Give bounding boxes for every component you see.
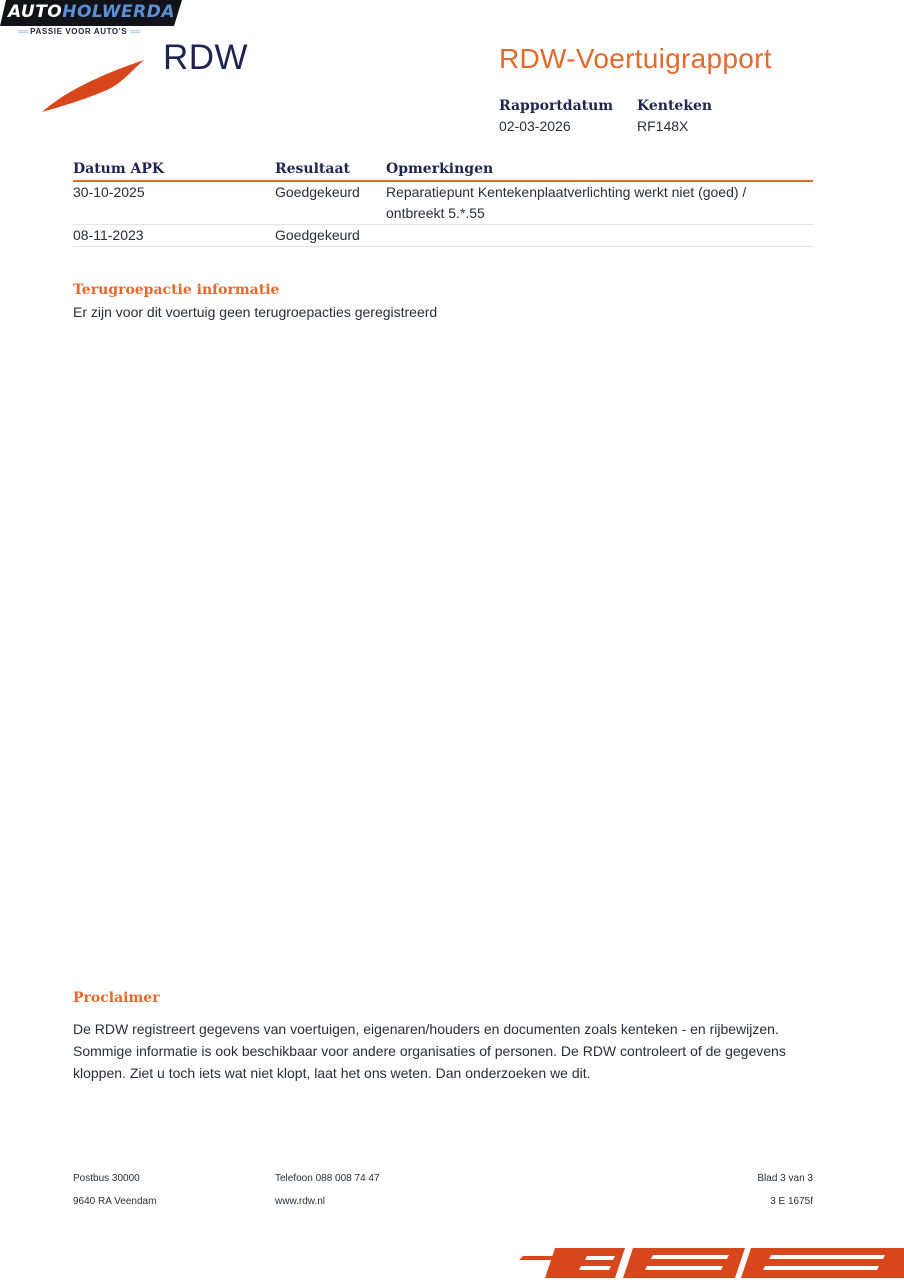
apk-table — [73, 160, 813, 247]
apk-date-cell: 08-11-2023 — [73, 227, 144, 243]
apk-remark-line: Reparatiepunt Kentekenplaatverlichting werkt niet (goed) / — [386, 184, 747, 200]
footer-phone: Telefoon 088 008 74 47 — [275, 1173, 380, 1184]
column-header-remarks: Opmerkingen — [386, 161, 494, 177]
proclaimer-line: kloppen. Ziet u toch iets wat niet klopt, laat het ons weten. Dan onderzoeken we dit. — [73, 1065, 591, 1081]
plate-label: Kenteken — [637, 98, 713, 114]
footer-website: www.rdw.nl — [275, 1196, 326, 1207]
column-header-result: Resultaat — [275, 161, 350, 177]
table-row — [73, 225, 813, 247]
apk-result-cell: Goedgekeurd — [275, 227, 360, 243]
recall-title: Terugroepactie informatie — [73, 282, 280, 298]
dealer-name-part1: AUTO — [8, 2, 63, 22]
rdw-wordmark: RDW — [163, 38, 249, 77]
report-date-value: 02-03-2026 — [499, 118, 571, 134]
proclaimer-text — [73, 1018, 813, 1084]
proclaimer-title: Proclaimer — [73, 990, 160, 1006]
recall-text: Er zijn voor dit voertuig geen terugroepacties geregistreerd — [73, 304, 438, 320]
rdw-leaf-icon — [40, 56, 148, 119]
dealer-tagline — [18, 27, 139, 36]
report-date-label: Rapportdatum — [499, 98, 614, 114]
apk-remarks-cell — [386, 182, 813, 224]
dealer-tagline-text: PASSIE VOOR AUTO'S — [30, 27, 128, 36]
decorative-stripes-icon — [515, 1244, 904, 1285]
apk-result-cell: Goedgekeurd — [275, 184, 360, 200]
proclaimer-line: De RDW registreert gegevens van voertuigen, eigenaren/houders en documenten zoals kenteken - en rijbewijzen. — [73, 1021, 779, 1037]
tagline-dash-left-icon: ══ — [18, 27, 28, 36]
apk-table-header — [73, 160, 813, 182]
tagline-dash-right-icon: ══ — [130, 27, 140, 36]
dealer-logo — [0, 0, 182, 26]
apk-remarks-cell — [386, 225, 813, 246]
proclaimer-line: Sommige informatie is ook beschikbaar voor andere organisaties of personen. De RDW controleert of de gegevens — [73, 1043, 786, 1059]
report-title: RDW-Voertuigrapport — [499, 43, 772, 74]
column-header-date: Datum APK — [73, 161, 165, 177]
dealer-name-part2: HOLWERDA — [62, 2, 176, 22]
footer-code: 3 E 1675f — [770, 1196, 813, 1207]
footer-city: 9640 RA Veendam — [73, 1196, 157, 1207]
table-row — [73, 182, 813, 225]
apk-date-cell: 30-10-2025 — [73, 184, 145, 200]
footer-page-number: Blad 3 van 3 — [757, 1173, 813, 1184]
apk-remark-line: ontbreekt 5.*.55 — [386, 205, 485, 221]
plate-value: RF148X — [637, 118, 689, 134]
footer-postbus: Postbus 30000 — [73, 1173, 140, 1184]
